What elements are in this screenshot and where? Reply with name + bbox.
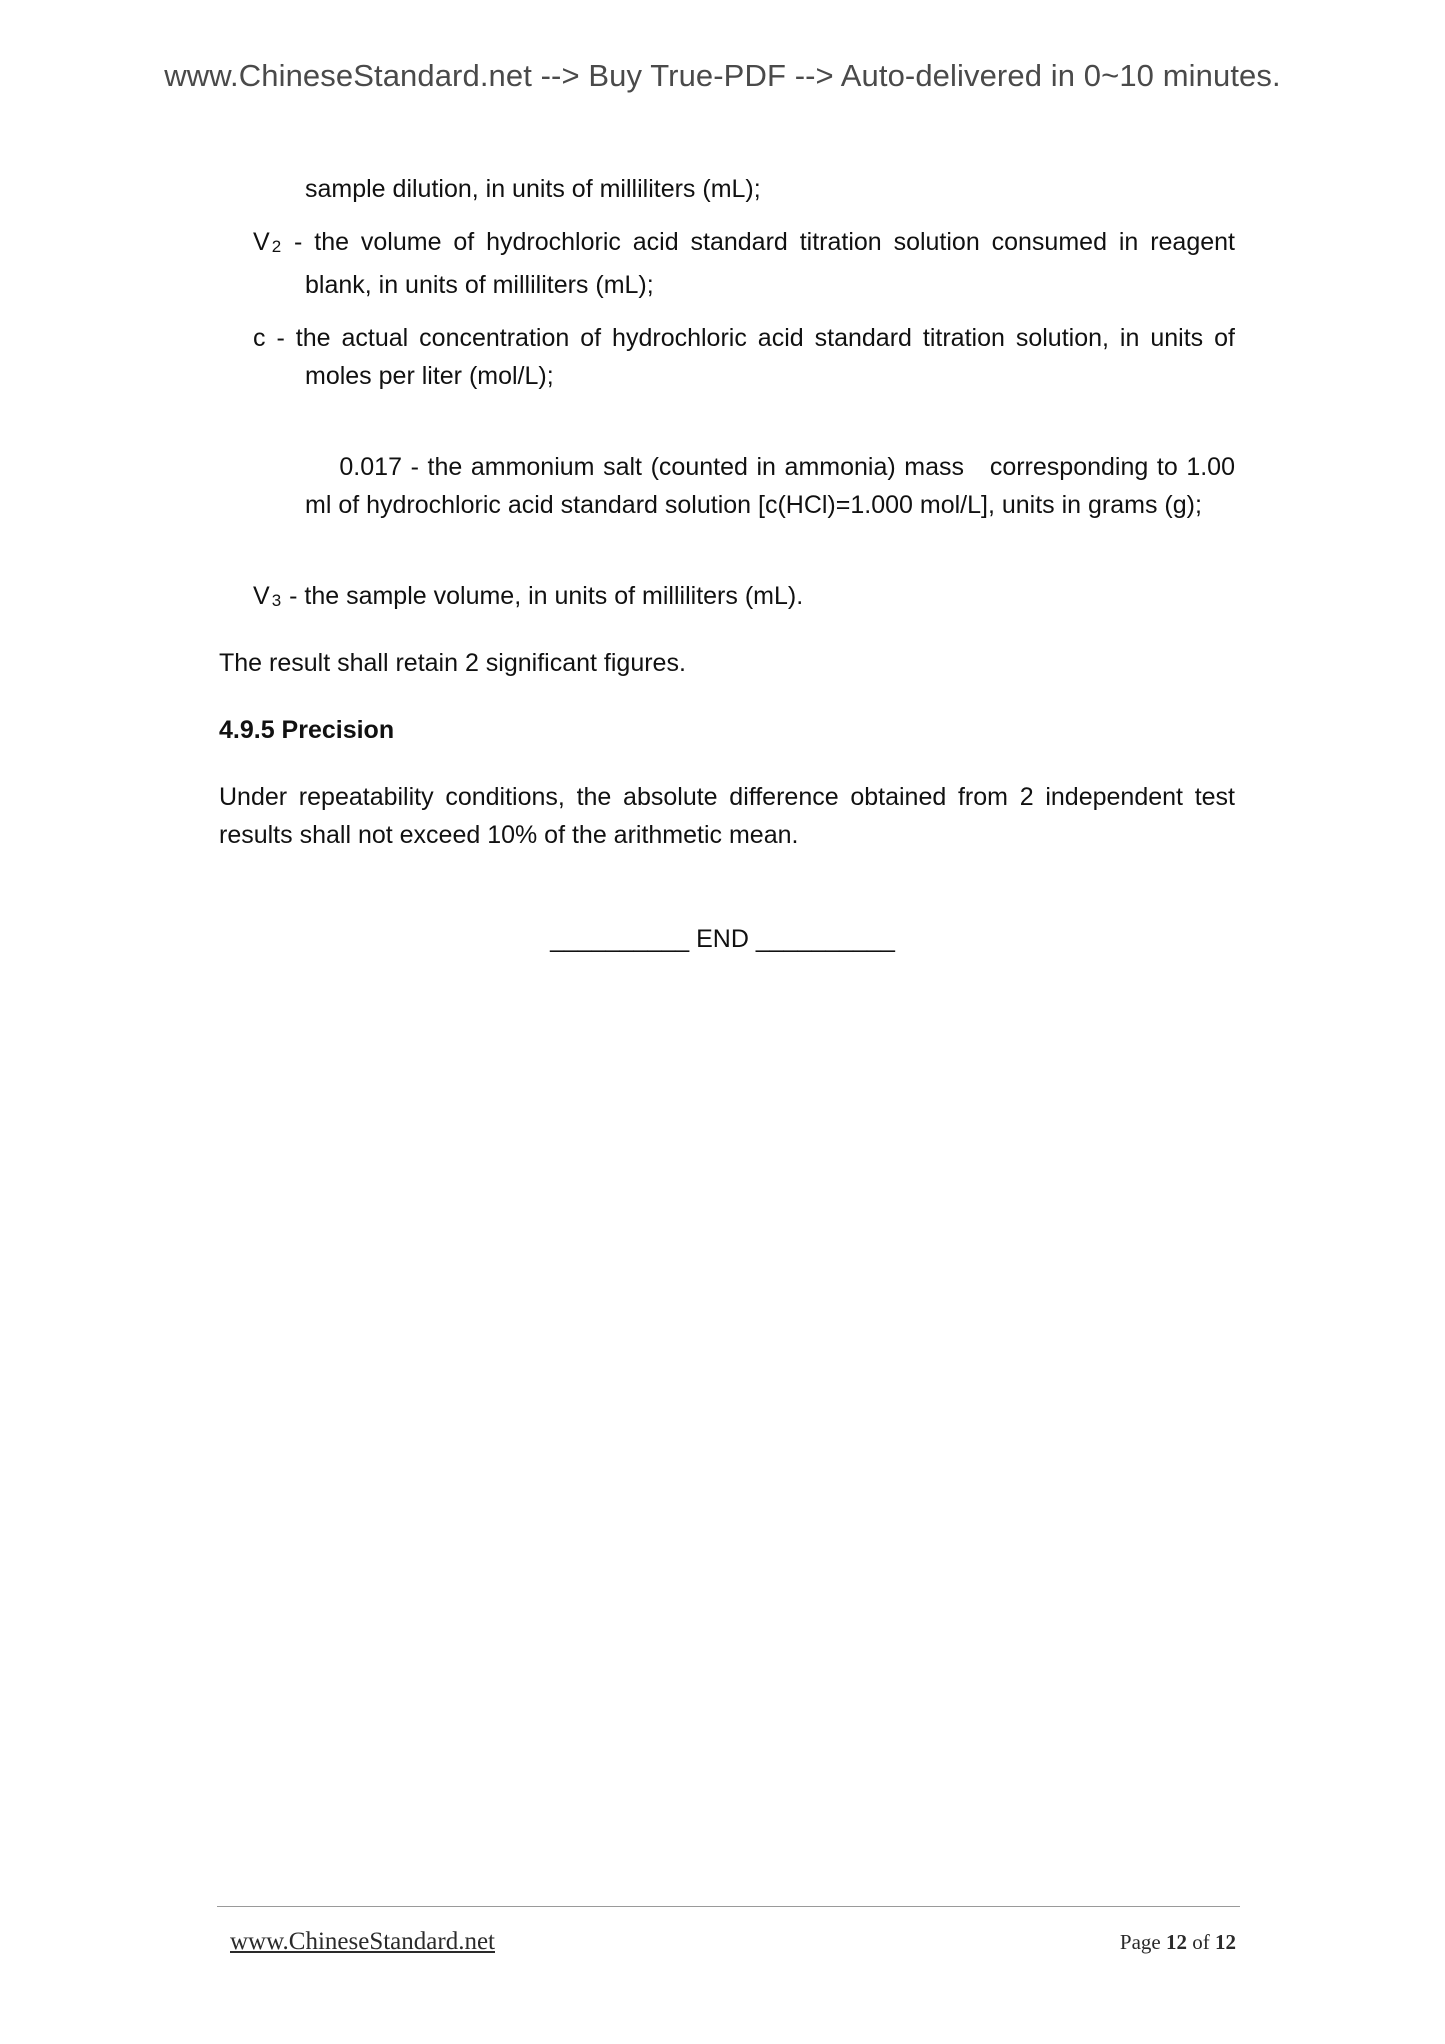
definition-0017: [219, 410, 1242, 562]
definition-v3: [219, 577, 1235, 620]
definition-symbol: V: [253, 582, 270, 610]
definition-symbol: 0.017: [339, 453, 402, 481]
page-current: 12: [1166, 1930, 1187, 1954]
definition-text: - the volume of hydrochloric acid standard titration solution consumed in reagent blank, in units of milliliters (mL);: [282, 228, 1235, 299]
page-number: [1120, 1930, 1236, 1955]
definition-symbol: c: [253, 324, 266, 352]
definition-subscript: 3: [271, 591, 282, 610]
definition-c: [219, 319, 1235, 395]
definition-symbol: V: [253, 228, 270, 256]
page-of: of: [1192, 1930, 1210, 1954]
section-heading: 4.9.5 Precision: [219, 716, 395, 744]
page-label: Page: [1119, 1930, 1161, 1954]
result-note: The result shall retain 2 significant figures.: [219, 649, 686, 677]
footer-site-link[interactable]: www.ChineseStandard.net: [230, 1928, 495, 1955]
definition-subscript: 2: [271, 237, 282, 256]
definition-text: - the ammonium salt (counted in ammonia) mass corresponding to 1.00 ml of hydrochloric acid standard solution [c(HCl)=1.000 mol/L], units in grams (g);: [305, 453, 1242, 519]
definition-text: - the sample volume, in units of milliliters (mL).: [282, 582, 804, 610]
definition-continuation: sample dilution, in units of milliliters (mL);: [305, 175, 761, 203]
definition-text: - the actual concentration of hydrochloric acid standard titration solution, in units of moles per liter (mol/L);: [265, 324, 1235, 390]
header-banner: www.ChineseStandard.net --> Buy True-PDF --> Auto-delivered in 0~10 minutes.: [164, 58, 1281, 93]
footer-divider: [217, 1906, 1240, 1907]
end-marker: __________ END __________: [550, 925, 895, 953]
page-total: 12: [1215, 1930, 1236, 1954]
definition-v2: [219, 223, 1235, 304]
precision-paragraph: Under repeatability conditions, the absolute difference obtained from 2 independent test results shall not exceed 10% of the arithmetic mean.: [219, 783, 1235, 849]
document-body: [219, 170, 1242, 854]
